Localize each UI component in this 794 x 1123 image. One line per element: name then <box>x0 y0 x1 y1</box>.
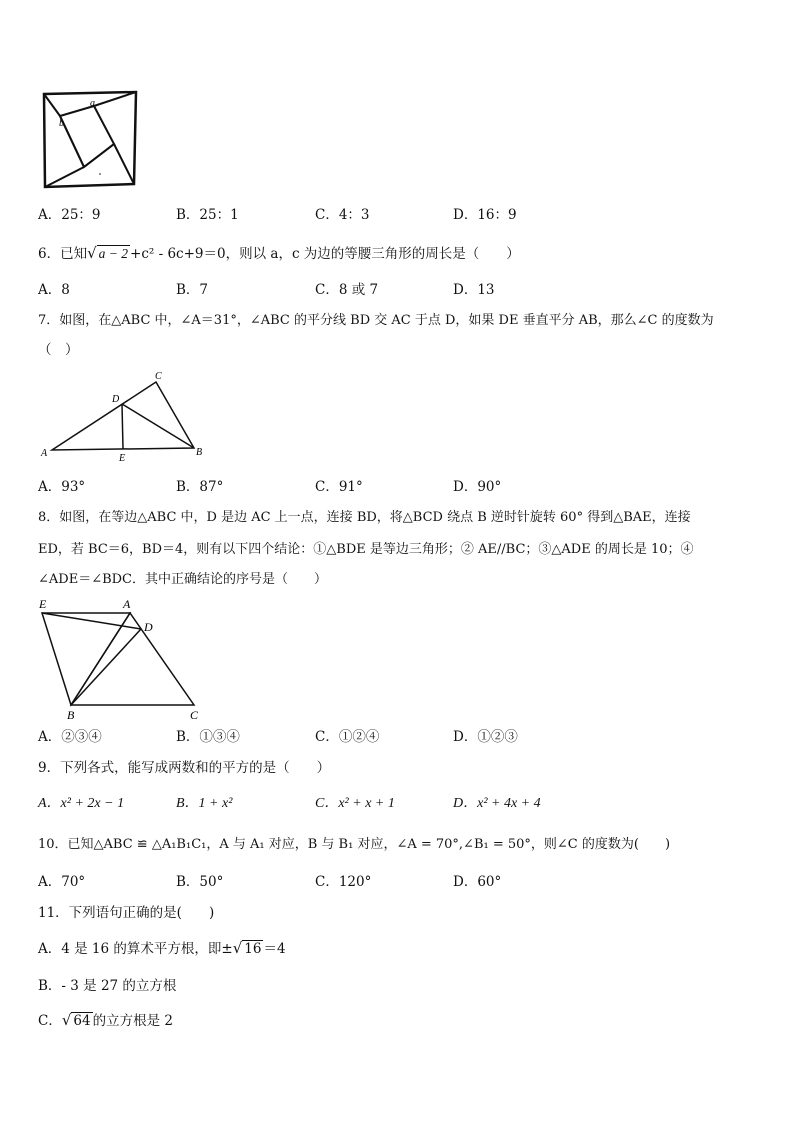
q8-option-a: A．②③④ <box>38 729 102 745</box>
q7-option-c: C．91° <box>315 479 363 495</box>
q8-label-b: B <box>67 708 75 722</box>
q8-option-d: D．①②③ <box>453 729 518 745</box>
q11-option-b: B．- 3 是 27 的立方根 <box>38 978 177 994</box>
q5-option-d: D．16：9 <box>453 207 517 223</box>
q8-label-c: C <box>190 708 199 722</box>
q6-option-b: B．7 <box>176 282 209 298</box>
q10-option-d: D．60° <box>453 874 502 890</box>
q11-option-c-prefix: C． <box>38 1013 62 1029</box>
q7-option-d: D．90° <box>453 479 502 495</box>
q11-option-c-radicand: 64 <box>73 1013 91 1029</box>
q8-stem-line3: ∠ADE＝∠BDC．其中正确结论的序号是（ ） <box>38 572 328 587</box>
q8-stem-line1: 8．如图，在等边△ABC 中，D 是边 AC 上一点，连接 BD，将△BCD 绕点 B 逆时针旋转 60° 得到△BAE，连接 <box>38 510 691 525</box>
q5-figure <box>38 88 142 192</box>
q6-option-a: A．8 <box>38 282 70 298</box>
q5-inner-square <box>60 106 114 167</box>
q8-triangle-bae <box>42 613 130 705</box>
q7-segment-de <box>122 404 123 449</box>
q8-option-c: C．①②④ <box>315 729 380 745</box>
q7-option-a: A．93° <box>38 479 86 495</box>
q5-line <box>114 144 134 184</box>
q7-stem-line1: 7．如图，在△ABC 中，∠A＝31°，∠ABC 的平分线 BD 交 AC 于点 D，如果 DE 垂直平分 AB，那么∠C 的度数为 <box>38 313 714 328</box>
q6-stem-suffix: +c² - 6c+9＝0，则以 a，c 为边的等腰三角形的周长是（ ） <box>130 246 520 262</box>
q6-option-c: C．8 或 7 <box>315 282 379 298</box>
q7-label-a: A <box>41 448 48 459</box>
q5-dot <box>99 173 101 175</box>
q8-segment-ed <box>42 613 141 629</box>
q8-option-b: B．①③④ <box>176 729 240 745</box>
q10-option-c: C．120° <box>315 874 372 890</box>
q9-option-d: D．x² + 4x + 4 <box>453 796 541 811</box>
q11-option-a-suffix: ＝4 <box>263 941 286 957</box>
q11-sqrt-icon: √ <box>61 1011 72 1029</box>
q11-option-a-prefix: A．4 是 16 的算术平方根，即± <box>38 941 233 957</box>
q10-option-a: A．70° <box>38 874 86 890</box>
q8-label-a: A <box>123 597 131 611</box>
q5-option-b: B．25：1 <box>176 207 239 223</box>
q5-option-a: A．25：9 <box>38 207 101 223</box>
q5-line <box>45 167 84 187</box>
q10-option-b: B．50° <box>176 874 224 890</box>
q11-sqrt-icon: √ <box>232 939 243 957</box>
q5-option-c: C．4：3 <box>315 207 370 223</box>
q6-sqrt-icon: √ <box>87 244 97 262</box>
q7-label-c: C <box>155 371 162 382</box>
q9-option-a: A．x² + 2x − 1 <box>38 796 125 811</box>
q5-seg <box>84 144 114 167</box>
q7-label-d: D <box>112 394 120 405</box>
q11-stem: 11．下列语句正确的是( ) <box>38 905 215 921</box>
q11-option-a <box>38 938 286 959</box>
q5-label-b: b <box>59 118 64 129</box>
q7-label-b: B <box>196 447 203 458</box>
q9-stem: 9．下列各式，能写成两数和的平方的是（ ） <box>38 760 331 776</box>
q9-option-c: C．x² + x + 1 <box>315 796 395 811</box>
q6-radicand: a − 2 <box>98 246 129 261</box>
q11-option-a-radicand: 16 <box>244 941 262 957</box>
q9-option-b: B．1 + x² <box>176 796 233 811</box>
q11-option-c <box>38 1010 173 1031</box>
q7-stem-line2: （ ） <box>38 342 79 358</box>
q8-label-e: E <box>39 597 47 611</box>
q8-figure <box>38 597 208 723</box>
q7-figure <box>38 368 213 464</box>
q11-option-c-suffix: 的立方根是 2 <box>92 1013 173 1029</box>
q5-line <box>94 92 136 106</box>
q5-line <box>44 94 60 116</box>
q6-stem <box>38 243 520 264</box>
q10-stem: 10．已知△ABC ≌ △A₁B₁C₁，A 与 A₁ 对应，B 与 B₁ 对应，∠A = 70°,∠B₁ = 50°，则∠C 的度数为( ) <box>38 837 671 852</box>
q8-segment-bd <box>71 629 141 705</box>
q7-segment-bd <box>122 404 194 448</box>
q6-option-d: D．13 <box>453 282 495 298</box>
q5-label-a: a <box>90 98 95 109</box>
q7-label-e: E <box>119 453 126 464</box>
q8-triangle-abc <box>71 613 194 705</box>
q8-label-d: D <box>144 620 153 634</box>
q7-option-b: B．87° <box>176 479 224 495</box>
q8-stem-line2: ED，若 BC＝6，BD＝4，则有以下四个结论：①△BDE 是等边三角形；② AE//BC；③△ADE 的周长是 10；④ <box>38 542 694 557</box>
q6-stem-prefix: 6．已知 <box>38 246 88 262</box>
